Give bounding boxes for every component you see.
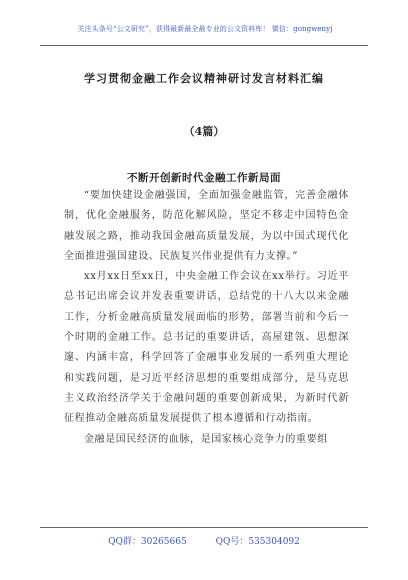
- paragraph: xx月xx日至xx日，中央金融工作会议在xx举行。习近平总书记出席会议并发表重要讲话，总结党的十八大以来金融工作，分析金融高质量发展面临的形势，部署当前和今后一个时期的金融工作。总书记的重要讲话，高屋建瓴、思想深邃、内涵丰富，科学回答了金融事业发展的一系列重大理论和实践问题，是习近平经济思想的重要组成部分，是马克思主义政治经济学关于金融问题的重要创新成果，为新时代新征程推动金融高质量发展提供了根本遵循和行动指南。: [64, 271, 349, 425]
- footer-contacts: [0, 534, 408, 547]
- header-promo-note: 关注头条号“公文研究”，获得最新最全最专业的公文资料库！ 微信：gongwenyj: [77, 25, 333, 33]
- qq-group-contact: QQ群：30265665: [108, 537, 187, 547]
- header-divider: [40, 45, 368, 46]
- section-heading: 不断开创新时代金融工作新局面: [127, 172, 281, 184]
- article-count-label: （4篇）: [183, 125, 225, 138]
- body-text: [64, 186, 349, 450]
- document-title: 学习贯彻金融工作会议精神研讨发言材料汇编: [84, 72, 324, 85]
- qq-number-contact: QQ号：535304092: [215, 537, 300, 547]
- footer-divider: [40, 527, 368, 528]
- paragraph: 金融是国民经济的血脉，是国家核心竞争力的重要组: [84, 433, 328, 445]
- paragraph: “要加快建设金融强国，全面加强金融监管，完善金融体制，优化金融服务，防范化解风险，坚定不移走中国特色金融发展之路，推动我国金融高质量发展，为以中国式现代化全面推进强国建设、民族复兴伟业提供有力支撑。”: [64, 190, 349, 262]
